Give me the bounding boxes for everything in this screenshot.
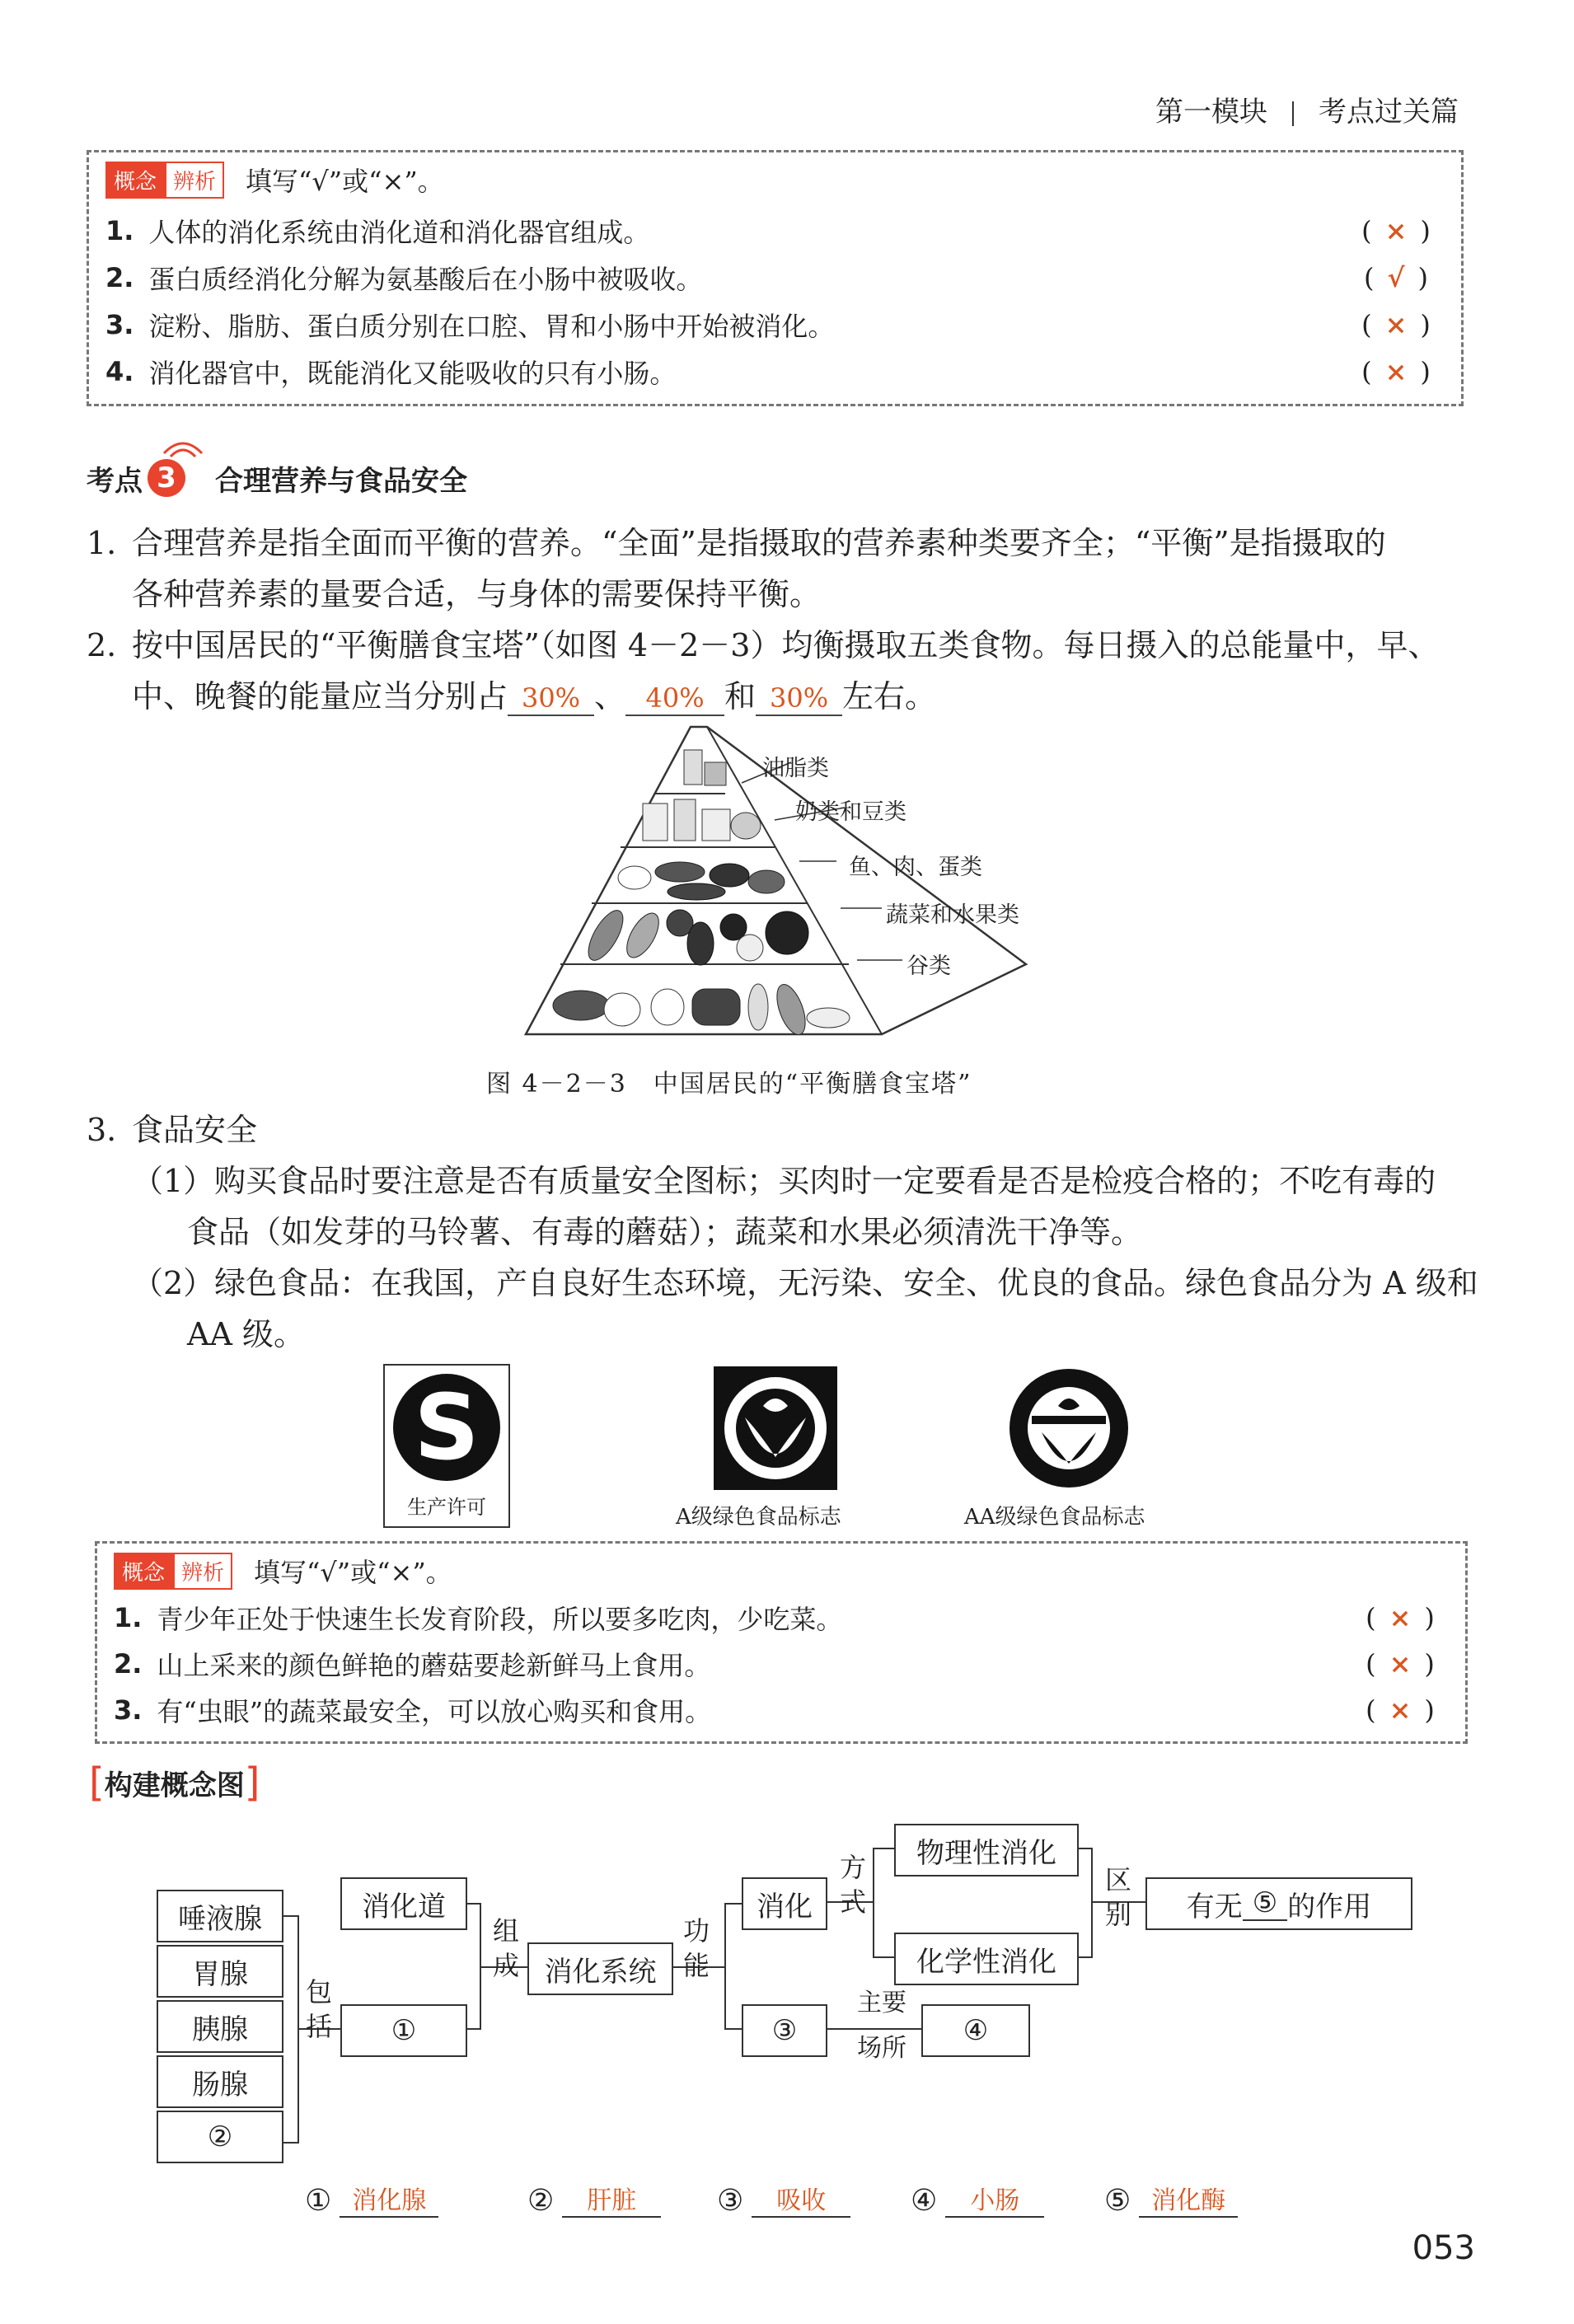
blank-breakfast: 30% <box>508 682 594 716</box>
concept-tag-b: 辨析 <box>165 162 224 199</box>
concept-instruction: 填写“√”或“×”。 <box>246 166 444 197</box>
label-site: 场所 <box>857 2034 906 2063</box>
answer-bracket: ( × ) <box>1361 215 1431 246</box>
section-prefix: 考点 <box>87 464 143 498</box>
physical-digestion-box: 物理性消化 <box>894 1824 1079 1877</box>
concept-tag-a: 概念 <box>105 162 165 199</box>
answer-5: ⑤ 消化酶 <box>1104 2180 1238 2218</box>
concept-instruction: 填写“√”或“×”。 <box>254 1557 452 1588</box>
section-number-badge: 3 <box>148 459 185 497</box>
figure-caption: 图 4－2－3 中国居民的“平衡膳食宝塔” <box>486 1070 972 1099</box>
item-number: 3. <box>105 309 134 340</box>
p1-line-2: 各种营养素的量要合适，与身体的需要保持平衡。 <box>132 576 822 612</box>
answer-bracket: ( × ) <box>1366 1602 1435 1633</box>
pyramid-label-grain: 谷类 <box>906 953 951 979</box>
blank-lunch: 40% <box>625 682 724 716</box>
p3-title: 食品安全 <box>132 1112 258 1148</box>
digestion-box: 消化 <box>742 1877 827 1930</box>
section-heading: 合理营养与食品安全 <box>215 464 467 498</box>
answer-mark: × <box>1389 1602 1412 1633</box>
p3-sub1-line1: （1）购买食品时要注意是否有质量安全图标；买肉时一定要看是否是检疫合格的；不吃有毒的 <box>132 1163 1436 1199</box>
item-text: 人体的消化系统由消化道和消化器官组成。 <box>148 217 650 248</box>
answer-bracket: ( √ ) <box>1364 262 1428 293</box>
p3-number: 3. <box>87 1112 117 1148</box>
item-text: 消化器官中，既能消化又能吸收的只有小肠。 <box>148 358 677 389</box>
paragraph-2: 2. 按中国居民的“平衡膳食宝塔”（如图 4－2－3）均衡摄取五类食物。每日摄入的总能量中，早、 中、晚餐的能量应当分别占 30% 、 40% 和 30% 左右。 <box>87 620 1439 722</box>
pyramid-label-oil: 油脂类 <box>762 756 829 781</box>
p2-number: 2. <box>87 627 117 663</box>
gland-intestinal: 肠腺 <box>157 2055 283 2108</box>
answer-2: ② 肝脏 <box>527 2180 661 2218</box>
pyramid-label-dairy: 奶类和豆类 <box>795 799 906 825</box>
p3-sub1-line2: 食品（如发芽的马铃薯、有毒的蘑菇）；蔬菜和水果必须清洗干净等。 <box>187 1214 1143 1250</box>
label-function: 功 能 <box>682 1915 710 1981</box>
answer-mark: × <box>1389 1694 1412 1726</box>
p2-line-2b: 左右。 <box>842 678 937 715</box>
page-number: 053 <box>1412 2229 1475 2267</box>
enzyme-role-box: 有无 ⑤ 的作用 <box>1145 1877 1412 1930</box>
item-number: 2. <box>114 1648 143 1680</box>
chemical-digestion-box: 化学性消化 <box>894 1933 1079 1985</box>
answer-4: ④ 小肠 <box>911 2180 1044 2218</box>
blank-3-box: ③ <box>742 2004 827 2057</box>
digestive-system-box: 消化系统 <box>527 1942 673 1995</box>
answer-bracket: ( × ) <box>1366 1648 1435 1680</box>
answer-mark: × <box>1384 309 1408 340</box>
digestive-tract-box: 消化道 <box>340 1877 467 1930</box>
concept-tag-a: 概念 <box>114 1553 173 1590</box>
label-main: 主要 <box>857 1989 906 2017</box>
answer-mark: × <box>1389 1648 1412 1680</box>
gland-blank-2: ② <box>157 2111 283 2163</box>
answer-mark: × <box>1384 356 1408 387</box>
a-logo-label: A级绿色食品标志 <box>676 1505 841 1530</box>
qs-s-icon: S <box>393 1374 500 1481</box>
item-number: 2. <box>105 262 134 293</box>
header-section: 考点过关篇 <box>1319 96 1459 129</box>
p1-line-1: 合理营养是指全面而平衡的营养。“全面”是指摄取的营养素种类要齐全；“平衡”是指摄取的 <box>132 525 1386 561</box>
answer-3: ③ 吸收 <box>717 2180 850 2218</box>
concept-map-title: 构建概念图 <box>104 1769 245 1802</box>
p3-sub2-line1: （2）绿色食品：在我国，产自良好生态环境，无污染、安全、优良的食品。绿色食品分为 A 级和 <box>132 1265 1478 1301</box>
blank-5: ⑤ <box>1243 1886 1287 1921</box>
aa-logo-label: AA级绿色食品标志 <box>964 1505 1145 1530</box>
item-number: 3. <box>114 1694 143 1726</box>
gland-gastric: 胃腺 <box>157 1945 283 1998</box>
item-number: 1. <box>105 215 134 246</box>
gland-pancreas: 胰腺 <box>157 2000 283 2053</box>
answer-bracket: ( × ) <box>1366 1694 1435 1726</box>
item-text: 山上采来的颜色鲜艳的蘑菇要趁新鲜马上食用。 <box>157 1650 711 1681</box>
concept-tag-b: 辨析 <box>173 1553 232 1590</box>
answer-1: ① 消化腺 <box>305 2180 438 2218</box>
p2-line-1: 按中国居民的“平衡膳食宝塔”（如图 4－2－3）均衡摄取五类食物。每日摄入的总能量中，早、 <box>132 627 1440 663</box>
label-include: 包 括 <box>305 1976 332 2042</box>
answer-bracket: ( × ) <box>1361 309 1431 340</box>
p2-line-2a: 中、晚餐的能量应当分别占 <box>132 678 508 715</box>
item-text: 有“虫眼”的蔬菜最安全，可以放心购买和食用。 <box>157 1696 712 1727</box>
pyramid-label-meat: 鱼、肉、蛋类 <box>849 855 982 880</box>
answer-mark: √ <box>1387 262 1405 293</box>
p3-sub2-line2: AA 级。 <box>187 1316 305 1352</box>
label-method: 方 式 <box>839 1852 866 1918</box>
header-module: 第一模块 <box>1155 96 1267 129</box>
blank-1-box: ① <box>340 2004 467 2057</box>
answer-mark: × <box>1384 215 1408 246</box>
blank-dinner: 30% <box>756 682 842 716</box>
item-text: 蛋白质经消化分解为氨基酸后在小肠中被吸收。 <box>148 264 703 295</box>
pyramid-label-veg: 蔬菜和水果类 <box>886 902 1019 928</box>
qs-label: 生产许可 <box>407 1496 486 1519</box>
blank-4-box: ④ <box>921 2004 1030 2057</box>
p1-number: 1. <box>87 525 117 561</box>
item-text: 淀粉、脂肪、蛋白质分别在口腔、胃和小肠中开始被消化。 <box>148 311 835 342</box>
item-number: 1. <box>114 1602 143 1633</box>
gland-salivary: 唾液腺 <box>157 1890 283 1942</box>
concept-map-heading: [ 构建概念图 ] <box>89 1759 260 1806</box>
item-text: 青少年正处于快速生长发育阶段，所以要多吃肉，少吃菜。 <box>157 1604 843 1635</box>
label-difference: 区 别 <box>1104 1864 1131 1930</box>
label-compose: 组 成 <box>492 1915 519 1981</box>
answer-bracket: ( × ) <box>1361 356 1431 387</box>
item-number: 4. <box>105 356 134 387</box>
